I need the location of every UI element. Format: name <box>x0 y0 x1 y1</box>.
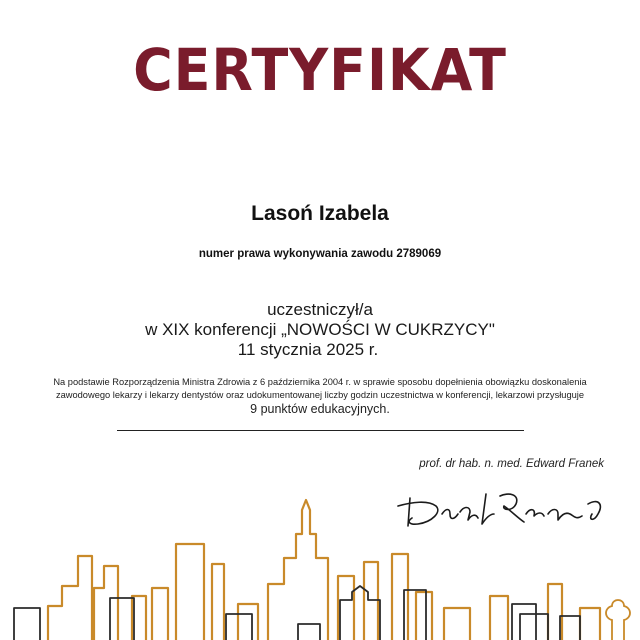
city-skyline-illustration <box>0 496 640 640</box>
license-number: numer prawa wykonywania zawodu 2789069 <box>198 248 442 260</box>
participation-line-1: uczestniczył/a <box>267 300 373 319</box>
divider-line <box>117 430 524 431</box>
skyline-dark-building-5 <box>340 586 380 640</box>
conference-line: w XIX konferencji „NOWOŚCI W CUKRZYCY" <box>145 320 495 339</box>
certificate-title: CERTYFIKAT <box>133 36 507 104</box>
skyline-dark-building-4 <box>298 624 320 640</box>
signer-name: prof. dr hab. n. med. Edward Franek <box>419 458 604 470</box>
skyline-dark-building-2 <box>110 598 134 640</box>
skyline-dark-building-1 <box>14 608 40 640</box>
legal-basis-text: Na podstawie Rozporządzenia Ministra Zdrowia z 6 października 2004 r. w sprawie sposobu dopełnienia obowiązku doskonalenia zawodowego lekarzy i lekarzy dentystów oraz udokumentowanej liczby godzin uczestnictwa w konferencji, lekarzowi przysługuje <box>53 377 587 400</box>
conference-date: 11 stycznia 2025 r. <box>237 340 379 359</box>
participant-name: Lasoń Izabela <box>251 202 389 225</box>
skyline-gold-outline <box>48 500 600 640</box>
skyline-dark-building-8 <box>520 614 548 640</box>
skyline-dark-building-7 <box>512 604 536 640</box>
education-points: 9 punktów edukacyjnych. <box>250 402 390 416</box>
skyline-tree <box>606 600 630 640</box>
